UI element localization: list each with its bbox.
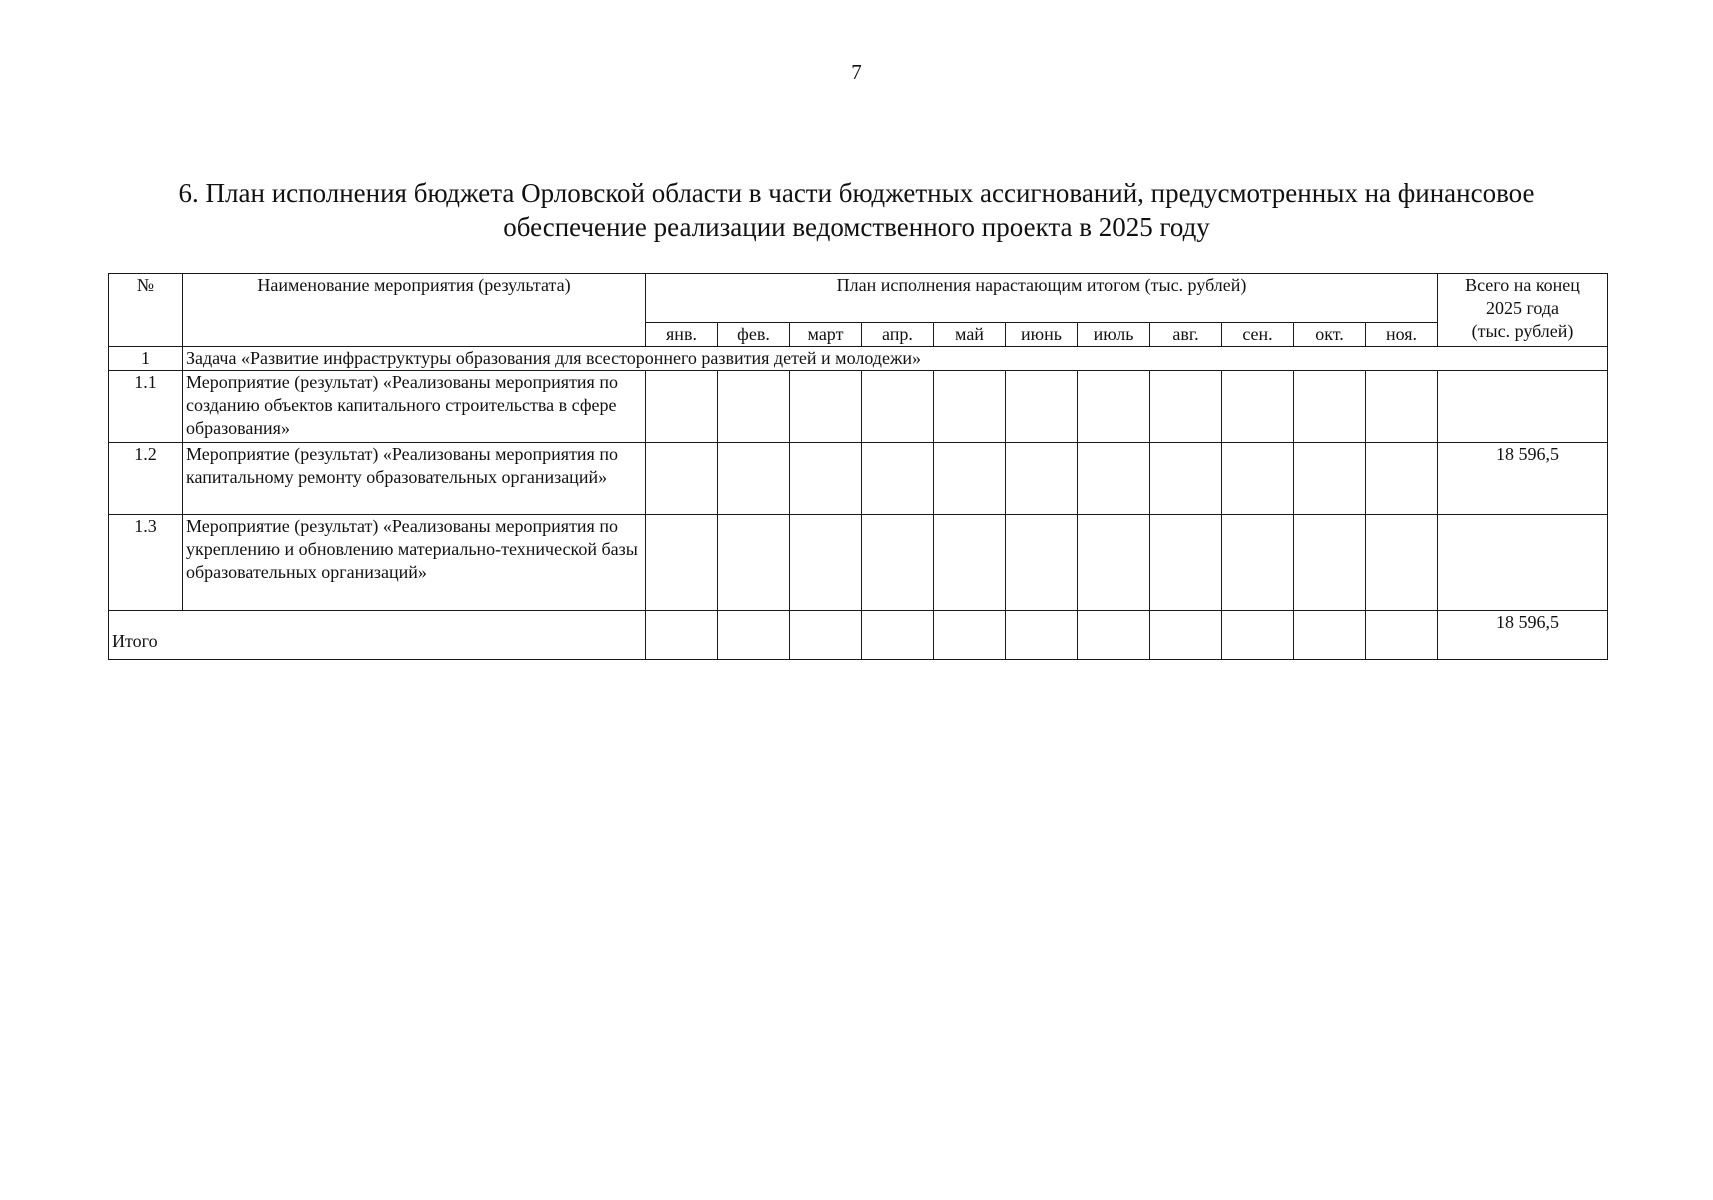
month-cell [790,611,862,660]
title-line-2: обеспечение реализации ведомственного проекта в 2025 году [503,212,1210,242]
month-cell [1294,515,1366,611]
month-cell [1078,443,1150,515]
month-cell [1006,611,1078,660]
header-total [1438,274,1608,347]
header-month: апр. [862,323,934,347]
row-num: 1.1 [109,371,183,443]
month-cell [1078,515,1150,611]
table-row [109,515,1608,611]
header-month: июнь [1006,323,1078,347]
month-cell [1150,515,1222,611]
header-plan: План исполнения нарастающим итогом (тыс. рублей) [646,274,1438,323]
month-cell [790,515,862,611]
table-row [109,443,1608,515]
month-cell [1222,371,1294,443]
summary-label: Итого [109,611,646,660]
header-month: сен. [1222,323,1294,347]
budget-plan-table [108,273,1608,660]
month-cell [1294,371,1366,443]
header-num: № [109,274,183,347]
month-cell [718,371,790,443]
row-num: 1.2 [109,443,183,515]
month-cell [1222,443,1294,515]
header-month: авг. [1150,323,1222,347]
month-cell [718,443,790,515]
month-cell [646,371,718,443]
row-total: 18 596,5 [1438,443,1608,515]
row-num: 1.3 [109,515,183,611]
task-row [109,347,1608,371]
row-total [1438,371,1608,443]
month-cell [1294,443,1366,515]
row-name: Мероприятие (результат) «Реализованы мероприятия по капитальному ремонту образовательных организаций» [183,443,646,515]
month-cell [1078,611,1150,660]
month-cell [646,611,718,660]
month-cell [1222,611,1294,660]
month-cell [1006,371,1078,443]
month-cell [862,371,934,443]
header-total-line-2: 2025 года [1485,298,1560,318]
header-month: июль [1078,323,1150,347]
month-cell [718,611,790,660]
row-name: Мероприятие (результат) «Реализованы мероприятия по созданию объектов капитального строительства в сфере образования» [183,371,646,443]
month-cell [718,515,790,611]
header-month: май [934,323,1006,347]
month-cell [1366,611,1438,660]
month-cell [790,371,862,443]
month-cell [1366,371,1438,443]
month-cell [1366,443,1438,515]
month-cell [1294,611,1366,660]
summary-row [109,611,1608,660]
header-month: фев. [718,323,790,347]
month-cell [1366,515,1438,611]
month-cell [646,515,718,611]
month-cell [1150,611,1222,660]
month-cell [1222,515,1294,611]
month-cell [1078,371,1150,443]
month-cell [934,371,1006,443]
month-cell [862,443,934,515]
header-total-line-1: Всего на конец [1465,275,1580,295]
month-cell [862,515,934,611]
task-num: 1 [109,347,183,371]
table-row [109,371,1608,443]
month-cell [1150,371,1222,443]
header-month: янв. [646,323,718,347]
document-title [100,176,1613,244]
month-cell [790,443,862,515]
month-cell [646,443,718,515]
header-month: ноя. [1366,323,1438,347]
month-cell [934,515,1006,611]
page-number: 7 [851,60,862,84]
header-name: Наименование мероприятия (результата) [183,274,646,347]
row-name: Мероприятие (результат) «Реализованы мероприятия по укреплению и обновлению материально-технической базы образовательных организаций» [183,515,646,611]
month-cell [862,611,934,660]
task-text: Задача «Развитие инфраструктуры образования для всестороннего развития детей и молодежи» [183,347,1608,371]
row-total [1438,515,1608,611]
header-month: март [790,323,862,347]
month-cell [1150,443,1222,515]
month-cell [1006,443,1078,515]
month-cell [934,611,1006,660]
month-cell [934,443,1006,515]
summary-total: 18 596,5 [1438,611,1608,660]
header-month: окт. [1294,323,1366,347]
month-cell [1006,515,1078,611]
title-line-1: 6. План исполнения бюджета Орловской области в части бюджетных ассигнований, предусмотренных на финансовое [178,178,1535,208]
header-total-line-3: (тыс. рублей) [1471,321,1574,341]
header-row [109,274,1608,323]
